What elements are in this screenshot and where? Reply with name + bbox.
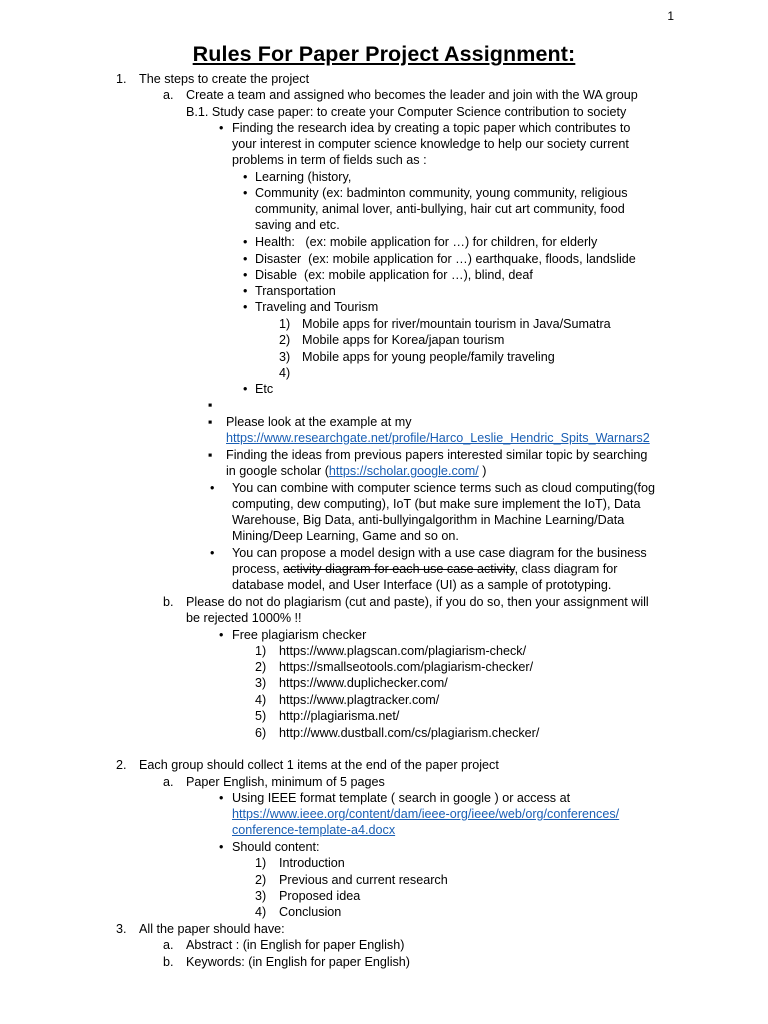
google-scholar-link[interactable]: https://scholar.google.com/ <box>328 464 479 478</box>
list-item: Learning (history, <box>255 170 352 184</box>
square-bullet-icon <box>208 414 212 430</box>
bullet-icon <box>210 480 214 496</box>
list-item: Keywords: (in English for paper English) <box>186 955 410 969</box>
section-heading: The steps to create the project <box>139 72 310 86</box>
bullet-icon <box>243 234 247 250</box>
paragraph-line: problems in term of fields such as : <box>232 153 427 167</box>
list-item: Paper English, minimum of 5 pages <box>186 775 385 789</box>
checker-url: https://www.plagtracker.com/ <box>279 693 440 707</box>
bullet-icon <box>219 120 223 136</box>
list-item: Etc <box>255 382 274 396</box>
list-item: Conclusion <box>279 905 342 919</box>
document-title: Rules For Paper Project Assignment: <box>192 42 576 66</box>
list-number: 1) <box>255 856 267 870</box>
list-item: Mobile apps for river/mountain tourism in Java/Sumatra <box>302 317 611 331</box>
list-item: Please look at the example at my <box>226 415 412 429</box>
list-number: 4) <box>255 905 267 919</box>
list-number: 3) <box>255 889 267 903</box>
bullet-icon <box>243 381 247 397</box>
propose-prefix: process, <box>232 562 284 576</box>
section-heading: Each group should collect 1 items at the end of the paper project <box>139 758 499 772</box>
bullet-icon <box>219 627 223 643</box>
paragraph-line: Warehouse, Big Data, anti-bullyingalgorithm in Machine Learning/Data <box>232 513 625 527</box>
list-item: Proposed idea <box>279 889 361 903</box>
list-number: 4) <box>255 693 267 707</box>
bullet-icon <box>243 267 247 283</box>
list-item: Disable (ex: mobile application for …), blind, deaf <box>255 268 533 282</box>
scholar-prefix: in google scholar ( <box>226 464 329 478</box>
list-item: be rejected 1000% !! <box>186 611 302 625</box>
list-number: 3. <box>116 922 127 936</box>
checker-url: http://www.dustball.com/cs/plagiarism.checker/ <box>279 726 540 740</box>
paragraph-line <box>232 561 617 577</box>
bullet-icon <box>219 839 223 855</box>
list-item: Traveling and Tourism <box>255 300 379 314</box>
ieee-template-link-cont[interactable]: conference-template-a4.docx <box>232 823 396 837</box>
checker-url: https://smallseotools.com/plagiarism-checker/ <box>279 660 534 674</box>
paragraph-line: your interest in computer science knowledge to help our society current <box>232 137 629 151</box>
list-item-line <box>226 463 486 479</box>
bullet-icon <box>243 169 247 185</box>
bullet-icon <box>243 185 247 201</box>
list-item: Mobile apps for young people/family traveling <box>302 350 555 364</box>
list-letter: b. <box>163 955 174 969</box>
list-number: 2) <box>255 660 267 674</box>
list-letter: b. <box>163 595 174 609</box>
list-item: saving and etc. <box>255 218 340 232</box>
list-item: Should content: <box>232 840 320 854</box>
list-item: Introduction <box>279 856 345 870</box>
page-number: 1 <box>667 9 674 23</box>
list-item: community, animal lover, anti-bullying, hair cut art community, food <box>255 202 625 216</box>
list-letter: a. <box>163 938 174 952</box>
paragraph-line: Mining/Deep Learning, Game and so on. <box>232 529 459 543</box>
list-number: 2. <box>116 758 127 772</box>
bullet-icon <box>243 299 247 315</box>
bullet-icon <box>243 251 247 267</box>
list-item: B.1. Study case paper: to create your Computer Science contribution to society <box>186 105 627 119</box>
checker-url: http://plagiarisma.net/ <box>279 709 400 723</box>
paragraph-line: database model, and User Interface (UI) as a sample of prototyping. <box>232 578 612 592</box>
ieee-template-link[interactable]: https://www.ieee.org/content/dam/ieee-org/ieee/web/org/conferences/ <box>232 807 620 821</box>
list-item: Create a team and assigned who becomes the leader and join with the WA group <box>186 88 638 102</box>
researchgate-link[interactable]: https://www.researchgate.net/profile/Harco_Leslie_Hendric_Spits_Warnars2 <box>226 431 650 445</box>
paragraph-line: You can combine with computer science terms such as cloud computing(fog <box>232 481 656 495</box>
paragraph-line: You can propose a model design with a use case diagram for the business <box>232 546 647 560</box>
list-item: Free plagiarism checker <box>232 628 367 642</box>
list-number: 3) <box>279 350 291 364</box>
list-number: 4) <box>279 366 291 380</box>
list-item: Using IEEE format template ( search in google ) or access at <box>232 791 571 805</box>
list-item: Abstract : (in English for paper English) <box>186 938 405 952</box>
list-number: 1) <box>279 317 291 331</box>
list-number: 6) <box>255 726 267 740</box>
list-item: Previous and current research <box>279 873 448 887</box>
propose-suffix: , class diagram for <box>514 562 618 576</box>
list-item: Health: (ex: mobile application for …) for children, for elderly <box>255 235 598 249</box>
list-number: 2) <box>255 873 267 887</box>
square-bullet-icon <box>208 447 212 463</box>
paragraph-line: computing, dew computing), IoT (but make sure implement the IoT), Data <box>232 497 641 511</box>
list-letter: a. <box>163 775 174 789</box>
list-item: Disaster (ex: mobile application for …) earthquake, floods, landslide <box>255 252 636 266</box>
bullet-icon <box>219 790 223 806</box>
list-item: Transportation <box>255 284 336 298</box>
bullet-icon <box>243 283 247 299</box>
list-letter: a. <box>163 88 174 102</box>
list-number: 3) <box>255 676 267 690</box>
list-number: 1. <box>116 72 127 86</box>
square-bullet-icon <box>208 397 212 413</box>
list-item: Finding the ideas from previous papers interested similar topic by searching <box>226 448 648 462</box>
bullet-icon <box>210 545 214 561</box>
list-item: Please do not do plagiarism (cut and paste), if you do so, then your assignment will <box>186 595 649 609</box>
section-heading: All the paper should have: <box>139 922 285 936</box>
list-item: Mobile apps for Korea/japan tourism <box>302 333 505 347</box>
checker-url: https://www.plagscan.com/plagiarism-check/ <box>279 644 527 658</box>
paragraph-line: Finding the research idea by creating a topic paper which contributes to <box>232 121 631 135</box>
list-number: 5) <box>255 709 267 723</box>
list-number: 2) <box>279 333 291 347</box>
list-item: Community (ex: badminton community, young community, religious <box>255 186 628 200</box>
checker-url: https://www.duplichecker.com/ <box>279 676 448 690</box>
struck-text: activity diagram for each use case activity <box>283 562 515 576</box>
list-number: 1) <box>255 644 267 658</box>
scholar-suffix: ) <box>478 464 487 478</box>
